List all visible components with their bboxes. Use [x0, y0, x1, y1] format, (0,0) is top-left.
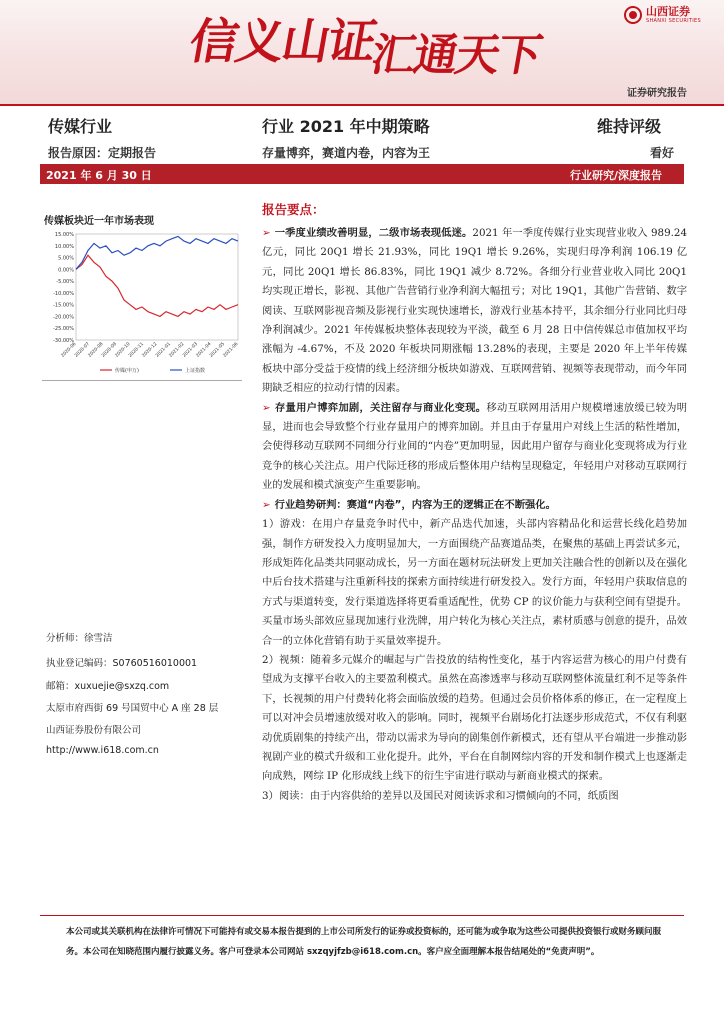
footer-divider [40, 915, 684, 916]
header-banner [0, 0, 724, 104]
y-tick-label: -15.00% [53, 302, 74, 309]
bullet-icon: ➢ [262, 498, 271, 511]
legend-label: 上证指数 [185, 368, 206, 374]
y-tick-label: -25.00% [53, 326, 74, 333]
rating-label: 维持评级 [597, 117, 662, 136]
company-address: 太原市府西街 69 号国贸中心 A 座 28 层 [46, 703, 219, 714]
company-logo [624, 6, 701, 24]
key-point-paragraph [262, 496, 687, 515]
market-performance-chart [42, 228, 242, 378]
y-tick-label: -20.00% [53, 314, 74, 321]
company-name: 山西证券股份有限公司 [46, 725, 142, 736]
x-tick-label: 2020-07 [74, 341, 91, 359]
analyst-email[interactable]: 邮箱：xuxuejie@sxzq.com [46, 681, 170, 692]
logo-icon [624, 6, 642, 24]
date-bar [40, 164, 684, 184]
y-tick-label: -10.00% [53, 290, 74, 297]
series-line-1 [76, 236, 238, 269]
title-row [0, 104, 724, 138]
y-tick-label: -5.00% [56, 279, 74, 286]
bullet-icon: ➢ [262, 401, 271, 414]
key-point-paragraph [262, 651, 687, 787]
report-type: 证券研究报告 [627, 88, 687, 99]
slogan [185, 14, 547, 81]
y-tick-label: 0.00% [58, 267, 74, 274]
paragraph-lead: 一季度业绩改善明显，二级市场表现低迷。 [274, 227, 473, 239]
y-tick-label: 5.00% [58, 255, 74, 262]
report-reason: 报告原因：定期报告 [48, 146, 157, 160]
x-tick-label: 2020-08 [87, 341, 105, 359]
key-points-title: 报告要点： [262, 202, 325, 217]
x-tick-label: 2021-02 [168, 341, 186, 359]
key-point-paragraph [262, 515, 687, 651]
footer-disclaimer: 本公司或其关联机构在法律许可情况下可能持有或交易本报告提到的上市公司所发行的证券或投资标的，还可能为或争取为这些公司提供投资银行或财务顾问服务。本公司在知晓范围内履行披露义务。客户可登录本公司网站 sxzqyjfzb@i618.com.cn。客户应全面理解本报告结尾处的“免责声明”。 [66, 927, 662, 957]
company-website[interactable]: http://www.i618.com.cn [46, 745, 159, 756]
chart-divider [42, 380, 242, 381]
report-date: 2021 年 6 月 30 日 [46, 169, 152, 182]
logo-name: 山西证券 [646, 5, 690, 18]
industry-label: 传媒行业 [48, 117, 113, 136]
key-point-paragraph [262, 399, 687, 496]
report-subtitle: 存量博弈，赛道内卷，内容为王 [262, 146, 431, 160]
paragraph-text: 2021 年一季度传媒行业实现营业收入 989.24 亿元，同比 20Q1 增长 21.93%，同比 19Q1 增长 9.26%，实现归母净利润 106.19 亿元，同比 20Q1 增长 86.83%，同比 19Q1 减少 8.72%。各细分行业营业收入同比 20Q1 均实现正增长，影视、其他广告营销行业净利润大幅扭亏；对比 19Q1，其他广告营销、数字阅读、互联网影视音频及影视行业实现快速增长，游戏行业基本持平，其余细分行业同比归母净利润减少。2021 年传媒板块整体表现较为平淡，截至 6 月 28 日中信传媒总市值加权平均涨幅为 -4.67%，不及 2020 年板块同期涨幅 13.28%的表现，主要是 2020 年上半年传媒板块中部分受益于疫情的线上经济细分板块如游戏、互联网营销、视频等表现带动，而今年同期缺乏相应的拉动行情的因素。 [262, 227, 688, 395]
y-tick-label: 10.00% [54, 243, 74, 250]
key-point-paragraph [262, 224, 687, 399]
x-tick-label: 2021-04 [195, 341, 213, 359]
slogan-part2: 汇通天下 [367, 30, 545, 81]
bullet-icon: ➢ [262, 227, 271, 239]
report-category: 行业研究/深度报告 [570, 169, 663, 182]
key-points-body [262, 224, 687, 806]
y-tick-label: 15.00% [54, 232, 74, 238]
x-tick-label: 2021-01 [155, 341, 172, 359]
x-tick-label: 2021-03 [182, 341, 199, 359]
report-title: 行业 2021 年中期策略 [262, 117, 430, 136]
paragraph-text: 移动互联网用活用户规模增速放缓已较为明显，进而也会导致整个行业存量用户的博弈加剧。并且由于存量用户对线上生活的粘性增加，会使得移动互联网不同细分行业间的“内卷”更加明显，因此用户留存与商业化变现将成为行业竞争的核心关注点。用户代际迁移的形成后整体用户结构呈现稳定，年轻用户对移动互联网行业的发展和模式演变产生重要影响。 [262, 401, 688, 492]
x-tick-label: 2020-11 [128, 341, 145, 359]
key-point-paragraph [262, 787, 687, 806]
paragraph-text: 3）阅读：由于内容供给的差异以及国民对阅读诉求和习惯倾向的不同，纸质图 [262, 789, 619, 802]
paragraph-text: 2）视频：随着多元媒介的崛起与广告投放的结构性变化，基于内容运营为核心的用户付费有望成为支撑平台收入的主要盈利模式。虽然在高渗透率与移动互联网整体流量红利不足等条件下，长视频的用户付费转化将会面临放缓的趋势。但通过会员价格体系的修正，在一定程度上可以对冲会员增速放缓对收入的影响。同时，视频平台剧场化打法逐步形成范式，不仅有利驱动优质剧集的持续产出，带动以需求为导向的剧集创作新模式，还有望从平台端进一步推动影视剧产业的模式升级和工业化提升。此外，平台在自制网综内容的开发和制作模式上也逐渐走向成熟，网综 IP 化形成线上线下的衍生宇宙进行联动与新商业模式的探索。 [262, 653, 687, 783]
slogan-part1: 信义山证 [185, 14, 380, 70]
x-tick-label: 2021-05 [209, 341, 226, 359]
reason-row [0, 140, 724, 162]
x-tick-label: 2021-06 [222, 341, 240, 359]
paragraph-text: 1）游戏：在用户存量竞争时代中，新产品迭代加速，头部内容精品化和运营长线化趋势加强，制作方研发投入力度明显加大，一方面围绕产品赛道品类，在聚焦的基础上再尝试多元，形成矩阵化品类共同驱动成长，另一方面在题材玩法研发上更加关注融合性的创新以及在强化中后台技术搭建与注重新科技的探索方面持续进行研发投入。发行方面，年轻用户获取信息的方式与渠道转变，发行渠道选择将更看重适配性，优势 CP 的议价能力与获利空间有望提升。买量市场头部效应显现加速行业洗牌，用户转化为核心关注点，素材质感与创意的提升，品效合一的立体化营销有助于买量效率提升。 [262, 518, 687, 647]
rating-value: 看好 [650, 146, 675, 160]
x-tick-label: 2020-10 [114, 341, 132, 359]
y-tick-label: -30.00% [53, 338, 74, 344]
chart-title: 传媒板块近一年市场表现 [44, 216, 154, 227]
legend-label: 传媒(申万) [115, 368, 139, 374]
x-tick-label: 2020-09 [101, 341, 118, 359]
analyst-name: 分析师：徐雪洁 [46, 633, 113, 644]
chart-frame [76, 234, 238, 340]
logo-english: SHANXI SECURITIES [646, 18, 701, 24]
paragraph-lead: 存量用户博弈加剧，关注留存与商业化变现。 [274, 401, 487, 414]
paragraph-lead: 行业趋势研判：赛道“内卷”，内容为王的逻辑正在不断强化。 [274, 498, 556, 511]
x-tick-label: 2020-12 [141, 341, 159, 359]
series-line-0 [76, 255, 238, 316]
license-number: 执业登记编码：S0760516010001 [46, 658, 198, 669]
x-tick-label: 2020-06 [60, 341, 78, 359]
